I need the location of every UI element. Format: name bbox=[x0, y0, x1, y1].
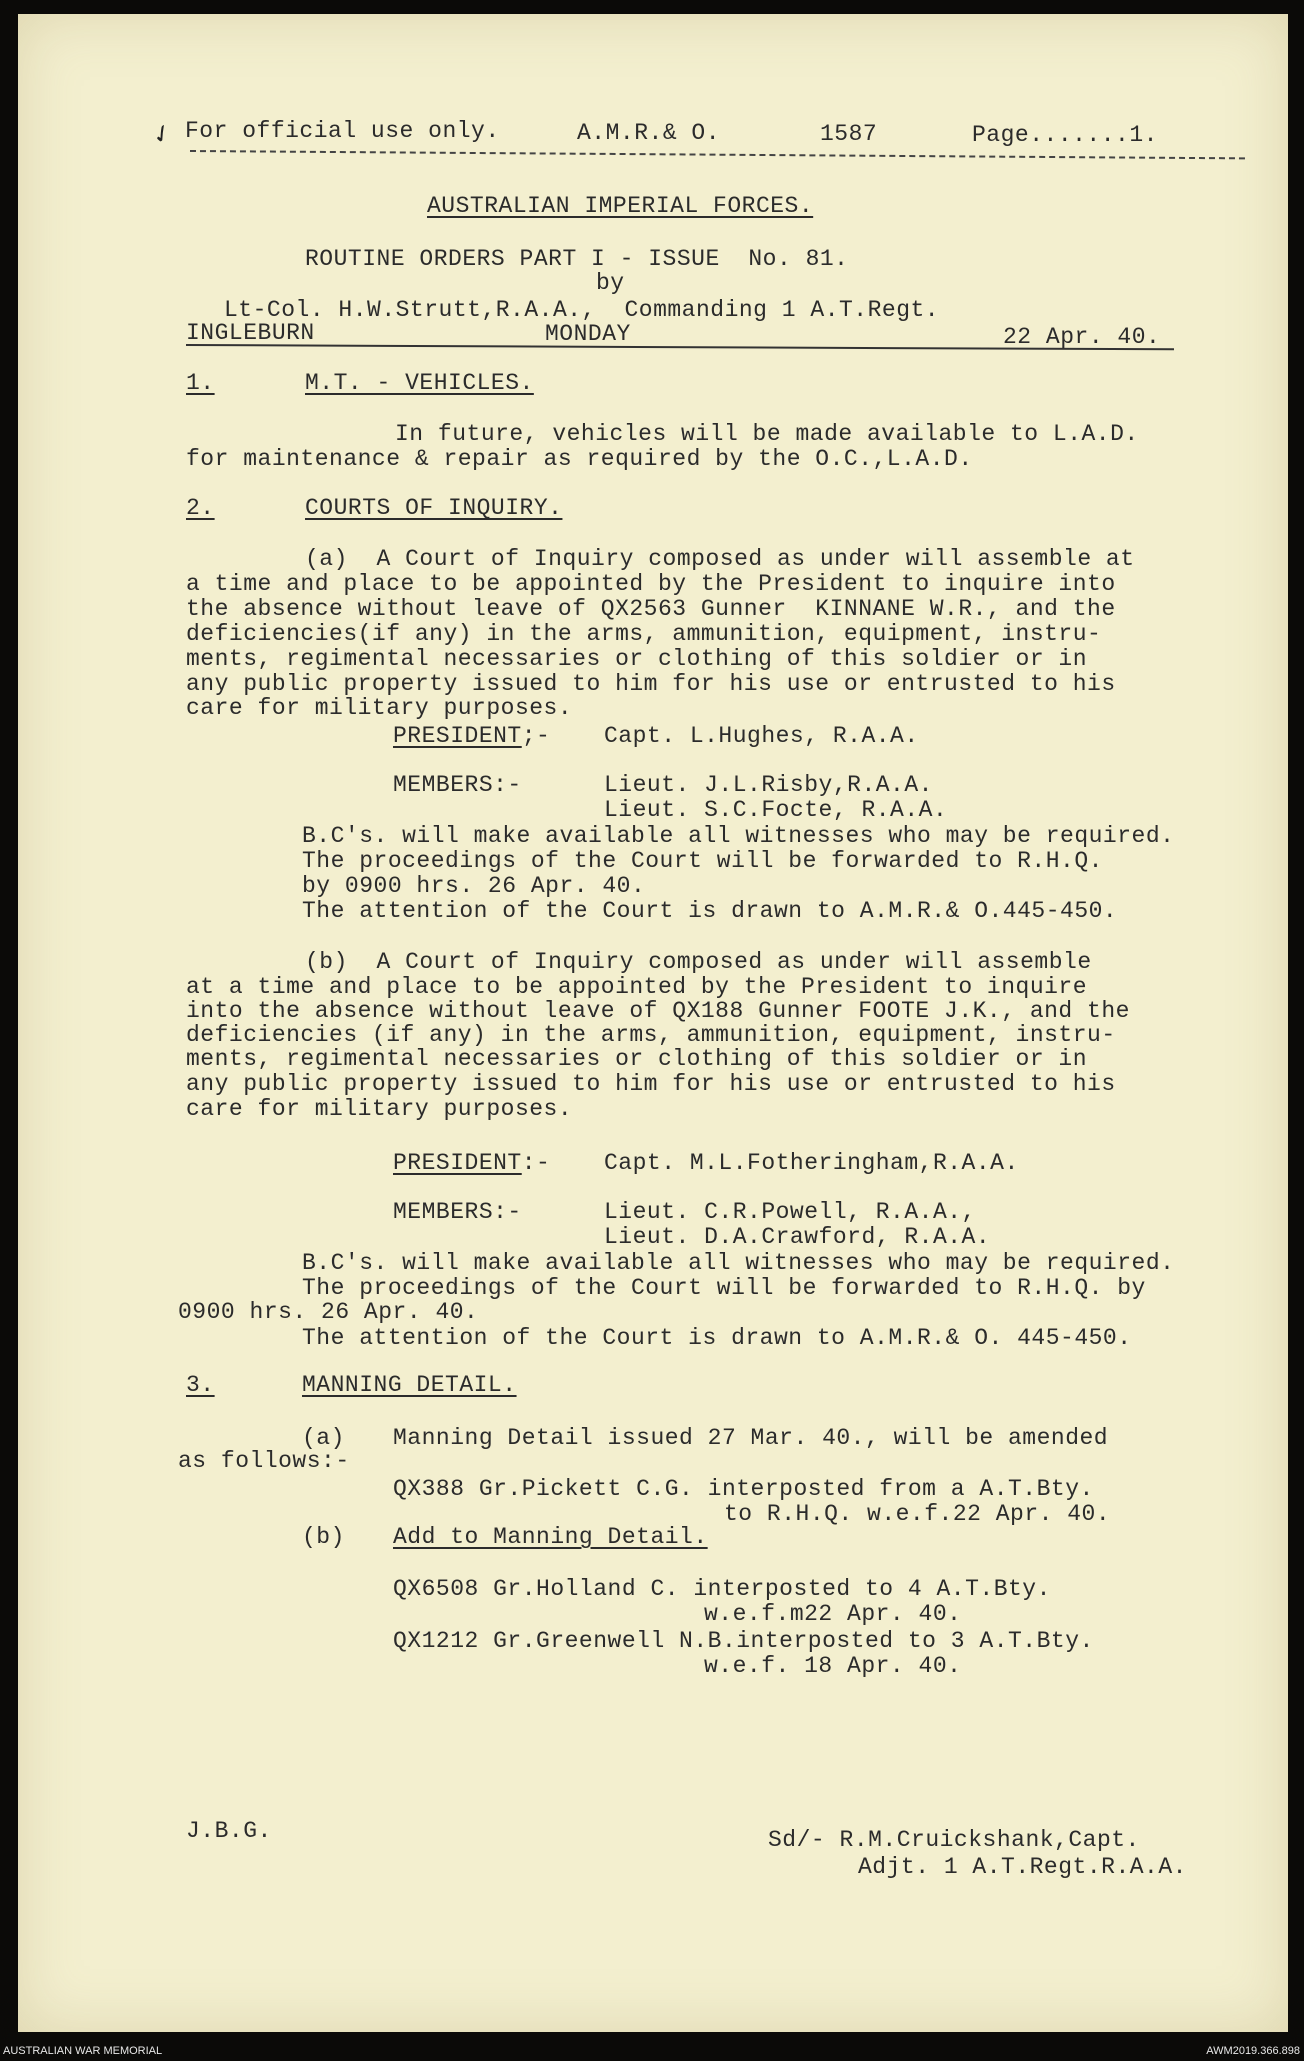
greenwell-line: QX1212 Gr.Greenwell N.B.interposted to 3 A.T.Bty. bbox=[393, 1628, 1094, 1654]
holland-line: QX6508 Gr.Holland C. interposted to 4 A.T.Bty. bbox=[393, 1576, 1051, 1602]
court-a-line: ments, regimental necessaries or clothing of this soldier or in bbox=[186, 646, 1088, 672]
archive-footer bbox=[0, 2034, 1304, 2061]
tick-mark: ✓ bbox=[146, 116, 178, 152]
court-a-president: Capt. L.Hughes, R.A.A. bbox=[604, 723, 919, 749]
court-a-line: the absence without leave of QX2563 Gunner KINNANE W.R., and the bbox=[186, 596, 1116, 622]
adjutant-role: Adjt. 1 A.T.Regt.R.A.A. bbox=[858, 1854, 1187, 1880]
manning-b-label: (b) bbox=[302, 1524, 345, 1550]
court-b-line: ments, regimental necessaries or clothing of this soldier or in bbox=[186, 1046, 1088, 1072]
by-label: by bbox=[596, 270, 625, 296]
section-3-number: 3. bbox=[186, 1372, 215, 1398]
court-a-member: Lieut. J.L.Risby,R.A.A. bbox=[604, 772, 933, 798]
manning-a-cont: as follows:- bbox=[178, 1448, 350, 1474]
section-2-number: 2. bbox=[186, 495, 215, 521]
official-use-label: For official use only. bbox=[185, 118, 500, 144]
archive-name: AUSTRALIAN WAR MEMORIAL bbox=[3, 2045, 163, 2057]
president-separator: ;- bbox=[521, 723, 551, 749]
section-1-line: In future, vehicles will be made available to L.A.D. bbox=[395, 421, 1139, 447]
court-b-line: (b) A Court of Inquiry composed as under will assemble bbox=[305, 949, 1092, 975]
pickett-line: QX388 Gr.Pickett C.G. interposted from a A.T.Bty. bbox=[393, 1476, 1094, 1502]
court-b-line: into the absence without leave of QX188 Gunner FOOTE J.K., and the bbox=[186, 998, 1130, 1024]
court-a-tail: The attention of the Court is drawn to A.M.R.& O.445-450. bbox=[302, 898, 1118, 924]
president-label: PRESIDENT bbox=[393, 1150, 522, 1176]
court-a-member: Lieut. S.C.Focte, R.A.A. bbox=[604, 797, 948, 823]
archive-id: AWM2019.366.898 bbox=[1206, 2045, 1300, 2057]
orders-title: ROUTINE ORDERS PART I - ISSUE No. 81. bbox=[305, 246, 849, 272]
commander-line: Lt-Col. H.W.Strutt,R.A.A., Commanding 1 A.T.Regt. bbox=[224, 297, 940, 323]
court-b-president: Capt. M.L.Fotheringham,R.A.A. bbox=[604, 1150, 1019, 1176]
court-b-president-row bbox=[393, 1150, 550, 1176]
document-number: 1587 bbox=[820, 121, 878, 147]
court-b-line: care for military purposes. bbox=[186, 1096, 573, 1122]
court-a-president-row bbox=[393, 723, 550, 749]
manning-a-text: Manning Detail issued 27 Mar. 40., will be amended bbox=[393, 1425, 1109, 1451]
section-1-heading: M.T. - VEHICLES. bbox=[305, 370, 534, 396]
court-b-tail: 0900 hrs. 26 Apr. 40. bbox=[178, 1299, 479, 1325]
date-label: 22 Apr. 40. bbox=[1003, 324, 1161, 350]
manning-a-label: (a) bbox=[302, 1425, 345, 1451]
place-label: INGLEBURN bbox=[186, 320, 315, 346]
court-b-line: deficiencies (if any) in the arms, ammunition, equipment, instru- bbox=[186, 1022, 1116, 1048]
page-indicator: Page.......1. bbox=[972, 122, 1158, 148]
court-b-member: Lieut. D.A.Crawford, R.A.A. bbox=[604, 1224, 991, 1250]
court-a-line: care for military purposes. bbox=[186, 695, 573, 721]
court-a-tail: B.C's. will make available all witnesses who may be required. bbox=[302, 823, 1175, 849]
section-3-heading: MANNING DETAIL. bbox=[302, 1372, 517, 1398]
section-2-heading: COURTS OF INQUIRY. bbox=[305, 495, 563, 521]
court-b-line: at a time and place to be appointed by the President to inquire bbox=[186, 974, 1088, 1000]
court-a-line: (a) A Court of Inquiry composed as under will assemble at bbox=[305, 546, 1135, 572]
court-b-members-label: MEMBERS:- bbox=[393, 1199, 522, 1225]
section-1-number: 1. bbox=[186, 370, 215, 396]
forces-title: AUSTRALIAN IMPERIAL FORCES. bbox=[427, 193, 814, 219]
court-a-tail: The proceedings of the Court will be forwarded to R.H.Q. bbox=[302, 848, 1103, 874]
president-separator: :- bbox=[521, 1150, 551, 1176]
holland-line: w.e.f.m22 Apr. 40. bbox=[704, 1601, 962, 1627]
reference-label: A.M.R.& O. bbox=[577, 120, 721, 146]
court-a-line: any public property issued to him for his use or entrusted to his bbox=[186, 671, 1116, 697]
court-b-line: any public property issued to him for his use or entrusted to his bbox=[186, 1071, 1116, 1097]
court-b-member: Lieut. C.R.Powell, R.A.A., bbox=[604, 1199, 976, 1225]
president-label: PRESIDENT bbox=[393, 723, 522, 749]
court-b-tail: The attention of the Court is drawn to A.M.R.& O. 445-450. bbox=[302, 1325, 1132, 1351]
court-a-tail: by 0900 hrs. 26 Apr. 40. bbox=[302, 873, 646, 899]
greenwell-line: w.e.f. 18 Apr. 40. bbox=[704, 1653, 962, 1679]
signed-by: Sd/- R.M.Cruickshank,Capt. bbox=[768, 1827, 1140, 1853]
court-a-members-label: MEMBERS:- bbox=[393, 772, 522, 798]
pickett-line: to R.H.Q. w.e.f.22 Apr. 40. bbox=[724, 1501, 1111, 1527]
manning-b-heading: Add to Manning Detail. bbox=[393, 1524, 708, 1550]
court-a-line: a time and place to be appointed by the President to inquire into bbox=[186, 571, 1116, 597]
court-b-tail: The proceedings of the Court will be forwarded to R.H.Q. by bbox=[302, 1275, 1146, 1301]
court-b-tail: B.C's. will make available all witnesses who may be required. bbox=[302, 1250, 1175, 1276]
day-label: MONDAY bbox=[545, 321, 631, 347]
court-a-line: deficiencies(if any) in the arms, ammunition, equipment, instru- bbox=[186, 621, 1102, 647]
section-1-line: for maintenance & repair as required by the O.C.,L.A.D. bbox=[186, 446, 973, 472]
initials: J.B.G. bbox=[186, 1818, 272, 1844]
